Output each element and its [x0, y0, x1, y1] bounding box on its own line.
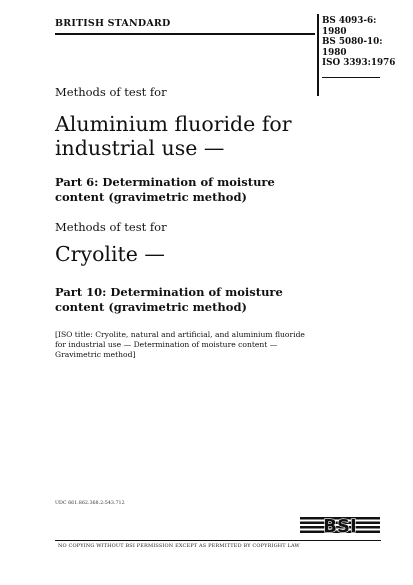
part-6-heading	[55, 175, 275, 204]
standard-label: BRITISH STANDARD	[55, 18, 171, 29]
title-aluminium-fluoride	[55, 112, 292, 160]
iso-title	[55, 330, 305, 361]
title-line: industrial use —	[55, 136, 225, 160]
part-line: Part 6: Determination of moisture	[55, 175, 275, 189]
copyright-notice: NO COPYING WITHOUT BSI PERMISSION EXCEPT AS PERMITTED BY COPYRIGHT LAW	[58, 543, 300, 549]
standard-number-line: BS 5080-10:	[322, 37, 383, 48]
standard-number-line: ISO 3393:1976	[322, 58, 396, 69]
part-line: Part 10: Determination of moisture	[55, 285, 283, 299]
header-rule	[55, 33, 315, 35]
methods-line-2: Methods of test for	[55, 220, 167, 234]
udc-code: UDC 661.862.368.2:543.712	[55, 501, 125, 506]
methods-line-1: Methods of test for	[55, 85, 167, 99]
header-vertical-rule	[317, 14, 319, 96]
bsi-logo-letters: BSI	[323, 516, 357, 537]
standard-numbers	[322, 16, 395, 69]
standard-number-line: 1980	[322, 26, 347, 37]
title-cryolite: Cryolite —	[55, 242, 165, 266]
standard-number-line: 1980	[322, 47, 347, 58]
title-line: Aluminium fluoride for	[55, 112, 292, 136]
numbers-rule	[322, 77, 380, 78]
footer-rule	[55, 540, 381, 541]
iso-title-line: Gravimetric method]	[55, 350, 136, 360]
part-line: content (gravimetric method)	[55, 189, 247, 204]
iso-title-line: for industrial use — Determination of moisture content —	[55, 340, 278, 350]
iso-title-line: [ISO title: Cryolite, natural and artificial, and aluminium fluoride	[55, 330, 305, 339]
part-10-heading	[55, 285, 283, 314]
part-line: content (gravimetric method)	[55, 299, 247, 314]
standard-number-line: BS 4093-6:	[322, 16, 377, 26]
bsi-logo	[298, 515, 382, 537]
